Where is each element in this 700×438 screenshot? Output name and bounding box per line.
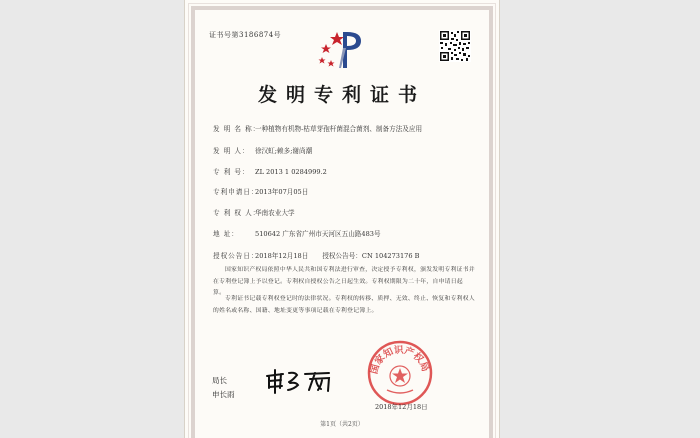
certificate-number: 证书号第3186874号 [209,31,282,39]
director-name: 申长雨 [212,390,235,399]
seal-date: 2018年12月18日 [375,403,428,411]
paragraph-grant-statement: 国家知识产权局依照中华人民共和国专利法进行审查，决定授予专利权，颁发发明专利证书并在专利登记簿上予以登记。专利权自授权公告之日起生效。专利权期限为二十年，自申请日起算。 [213,267,475,296]
qr-code-icon [439,30,471,62]
page-number: 第1页（共2页） [320,421,364,428]
director-signature [263,368,335,394]
svg-text:国家知识产权局: 国家知识产权局 [368,344,431,376]
field-inventor: 发 明 人： 徐汉虹;赖多;谢尚潮 [213,147,313,155]
field-patentee: 专 利 权 人：华南农业大学 [213,209,295,217]
field-invention-name: 发 明 名 称：一种植物有机物-枯草芽孢杆菌混合菌剂、制备方法及应用 [213,125,423,133]
field-address: 地 址： 510642 广东省广州市天河区五山路483号 [213,230,381,238]
official-seal-icon [365,338,435,408]
paragraph-legal-status: 专利证书记载专利权登记时的法律状况。专利权的转移、质押、无效、终止、恢复和专利权人的姓名或名称、国籍、地址变更等事项记载在专利登记簿上。 [213,296,475,314]
certificate-title: 发明专利证书 [257,84,426,106]
field-application-date: 专利申请日：2013年07月05日 [213,188,309,196]
field-grant-date: 授权公告日：2018年12月18日 授权公告号：CN 104273176 B [213,252,420,260]
director-title: 局长 [212,376,227,385]
patent-certificate [185,0,499,438]
cnipa-logo-icon [313,28,371,72]
field-patent-number: 专 利 号： ZL 2013 1 0284999.2 [213,168,327,176]
